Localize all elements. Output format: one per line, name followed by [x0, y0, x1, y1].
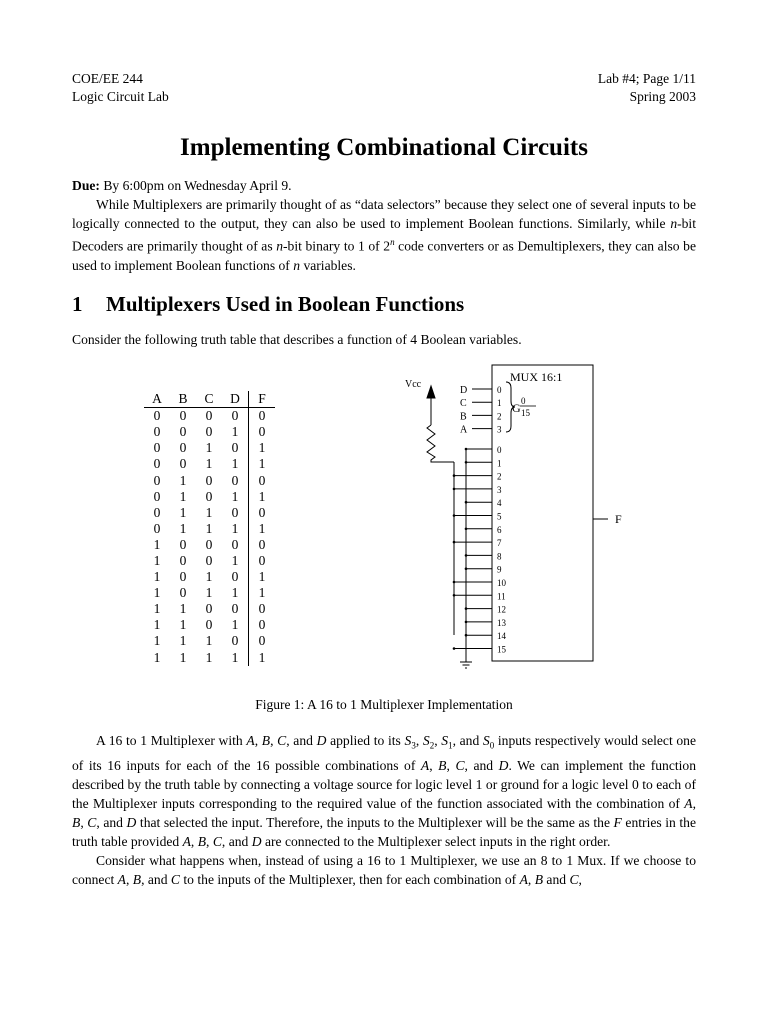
cell-f: 0: [258, 424, 266, 440]
cell-b: 1: [179, 488, 187, 504]
select-label-a: A: [460, 424, 468, 436]
cell-c: 1: [205, 585, 213, 601]
select-pin-number: 1: [497, 398, 502, 409]
cell-c: 1: [205, 456, 213, 472]
cell-b: 0: [179, 552, 187, 568]
header-f: F: [249, 391, 276, 408]
data-pin-number: 1: [497, 458, 502, 469]
cell-d: 0: [222, 537, 249, 553]
due-text: By 6:00pm on Wednesday April 9.: [103, 178, 292, 193]
page-title: Implementing Combinational Circuits: [180, 134, 588, 161]
junction-dot: [453, 474, 456, 477]
cell-c: 0: [205, 617, 213, 633]
cell-c: 1: [205, 440, 213, 456]
select-pin-number: 0: [497, 385, 502, 395]
figure-caption: Figure 1: A 16 to 1 Multiplexer Implementation: [255, 697, 513, 712]
cell-d: 1: [222, 424, 249, 440]
data-pin-number: 6: [497, 524, 502, 535]
section-title: Multiplexers Used in Boolean Functions: [106, 292, 465, 316]
cell-a: 0: [153, 456, 161, 472]
cell-c: 0: [205, 472, 213, 488]
cell-a: 1: [153, 552, 161, 568]
cell-b: 0: [179, 408, 187, 424]
header-b: B: [170, 391, 196, 408]
cell-f: 0: [258, 472, 266, 488]
cell-a: 1: [153, 569, 161, 585]
cell-a: 1: [153, 617, 161, 633]
data-pin-number: 9: [497, 564, 502, 575]
eight-to-one-intro: Consider what happens when, instead of using a 16 to 1 Multiplexer, we use an 8 to 1 Mux. If we choose to connect A, B, and C to the inputs of the Multiplexer, then for each combination of A, B and C,: [72, 852, 696, 887]
cell-c: 0: [205, 488, 213, 504]
cell-f: 0: [258, 633, 266, 649]
cell-f: 0: [258, 408, 266, 424]
cell-d: 0: [222, 440, 249, 456]
cell-b: 0: [179, 536, 187, 552]
cell-b: 1: [179, 649, 187, 665]
junction-dot: [453, 647, 456, 650]
cell-d: 0: [222, 408, 249, 425]
cell-a: 0: [153, 408, 161, 424]
junction-dot: [465, 528, 468, 531]
cell-b: 0: [179, 569, 187, 585]
data-pin-number: 13: [497, 617, 506, 628]
body-paragraphs: [72, 731, 696, 889]
semester: Spring 2003: [629, 89, 696, 104]
data-pin-number: 4: [497, 498, 502, 509]
data-pin-number: 14: [497, 631, 506, 642]
header-d: D: [222, 391, 249, 408]
cell-f: 0: [258, 552, 266, 568]
mux-title: MUX 16:1: [510, 370, 563, 384]
course-name: Logic Circuit Lab: [72, 89, 169, 104]
cell-c: 1: [205, 649, 213, 665]
mux-explanation: A 16 to 1 Multiplexer with A, B, C, and D applied to its $S_3$, $S_2$, $S_1$, and $S_0$ inputs respectively would select one of its 16 inputs for each of the 16 possible combinations of A, B, C, and D. We can implement the function described by the truth table by connecting a voltage source for logic level 1 or ground for a logic level 0 to each of the Multiplexer inputs corresponding to the required value of the function associated with the combination of A, B, C, and D that selected the input. Therefore, the inputs to the Multiplexer will be the same as the F entries in the truth table provided A, B, C, and D are connected to the Multiplexer select inputs in the right order.: [72, 733, 697, 849]
vcc-arrow: [427, 386, 435, 398]
cell-a: 0: [153, 472, 161, 488]
cell-c: 1: [205, 504, 213, 520]
cell-f: 1: [258, 488, 266, 504]
cell-a: 1: [153, 633, 161, 649]
cell-b: 1: [179, 617, 187, 633]
g-denominator: 15: [521, 408, 530, 418]
section-number: 1: [72, 292, 83, 316]
cell-b: 0: [179, 440, 187, 456]
junction-dot: [465, 461, 468, 464]
data-pin-number: 11: [497, 591, 506, 602]
due-label: Due:: [72, 178, 100, 193]
data-pin-number: 5: [497, 511, 502, 522]
header-c: C: [196, 391, 222, 408]
g-numerator: 0: [521, 396, 526, 406]
cell-f: 1: [258, 649, 266, 665]
cell-b: 0: [179, 585, 187, 601]
cell-a: 1: [153, 536, 161, 552]
cell-c: 0: [205, 424, 213, 440]
cell-f: 0: [258, 504, 266, 520]
cell-b: 0: [179, 456, 187, 472]
select-label-b: B: [460, 411, 467, 423]
data-pin-number: 3: [497, 484, 502, 495]
cell-c: 1: [205, 569, 213, 585]
cell-b: 1: [179, 504, 187, 520]
cell-c: 0: [205, 408, 213, 424]
cell-a: 1: [153, 601, 161, 617]
cell-b: 1: [179, 472, 187, 488]
junction-dot: [453, 488, 456, 491]
data-pin-number: 15: [497, 644, 506, 655]
vcc-label: Vcc: [405, 379, 422, 390]
intro-body: While Multiplexers are primarily thought of as “data selectors” because they select one of several inputs to be logically connected to the output, they can also be used to implement Boolean functions. Similarly, while n-bit Decoders are primarily thought of as n-bit binary to 1 of 2$^n$ code converters or as Demultiplexers, they can also be used to implement Boolean functions of n variables.: [72, 197, 696, 273]
cell-a: 0: [153, 440, 161, 456]
cell-c: 0: [205, 536, 213, 552]
header-a: A: [144, 391, 170, 408]
cell-d: 1: [222, 585, 249, 601]
cell-a: 1: [153, 585, 161, 601]
select-label-d: D: [460, 385, 468, 396]
output-label: F: [615, 512, 622, 526]
data-pin-number: 12: [497, 604, 506, 615]
cell-d: 1: [222, 617, 249, 633]
cell-c: 1: [205, 633, 213, 649]
cell-d: 0: [222, 633, 249, 649]
cell-c: 0: [205, 601, 213, 617]
cell-c: 0: [205, 552, 213, 568]
cell-f: 0: [258, 617, 266, 633]
cell-f: 1: [258, 440, 266, 456]
g-label: G: [512, 401, 521, 415]
cell-d: 1: [222, 456, 249, 472]
select-pin-number: 3: [497, 424, 502, 435]
cell-b: 0: [179, 424, 187, 440]
junction-dot: [453, 514, 456, 517]
course-code: COE/EE 244: [72, 71, 143, 86]
cell-a: 0: [153, 504, 161, 520]
cell-a: 0: [153, 424, 161, 440]
cell-d: 1: [222, 489, 249, 505]
cell-a: 0: [153, 488, 161, 504]
cell-d: 1: [222, 521, 249, 537]
cell-d: 0: [222, 601, 249, 617]
cell-d: 1: [222, 650, 249, 666]
junction-dot: [465, 607, 468, 610]
cell-b: 1: [179, 601, 187, 617]
junction-dot: [465, 554, 468, 557]
junction-dot: [465, 448, 468, 451]
junction-dot: [453, 594, 456, 597]
cell-d: 0: [222, 472, 249, 488]
select-label-c: C: [460, 398, 467, 410]
cell-f: 1: [258, 520, 266, 536]
cell-a: 0: [153, 520, 161, 536]
cell-f: 1: [258, 456, 266, 472]
cell-c: 1: [205, 520, 213, 536]
pull-up-resistor: [427, 425, 454, 462]
cell-f: 0: [258, 536, 266, 552]
cell-d: 1: [222, 553, 249, 569]
junction-dot: [465, 621, 468, 624]
lab-page: Lab #4; Page 1/11: [597, 71, 696, 86]
junction-dot: [465, 501, 468, 504]
mux-body: [492, 365, 593, 661]
cell-f: 1: [258, 585, 266, 601]
junction-dot: [465, 634, 468, 637]
cell-a: 1: [153, 649, 161, 665]
data-pin-number: 7: [497, 538, 502, 549]
cell-d: 0: [222, 569, 249, 585]
data-pin-number: 10: [497, 578, 506, 588]
cell-f: 0: [258, 601, 266, 617]
select-pin-number: 2: [497, 411, 502, 422]
data-pin-number: 0: [497, 445, 502, 455]
cell-b: 1: [179, 520, 187, 536]
junction-dot: [453, 541, 456, 544]
cell-d: 0: [222, 505, 249, 521]
cell-b: 1: [179, 633, 187, 649]
cell-f: 1: [258, 569, 266, 585]
junction-dot: [465, 567, 468, 570]
section-lead: Consider the following truth table that describes a function of 4 Boolean variables.: [72, 332, 522, 347]
data-pin-number: 8: [497, 551, 502, 562]
data-pin-number: 2: [497, 471, 502, 482]
junction-dot: [453, 581, 456, 584]
mux-pins: [453, 385, 507, 655]
